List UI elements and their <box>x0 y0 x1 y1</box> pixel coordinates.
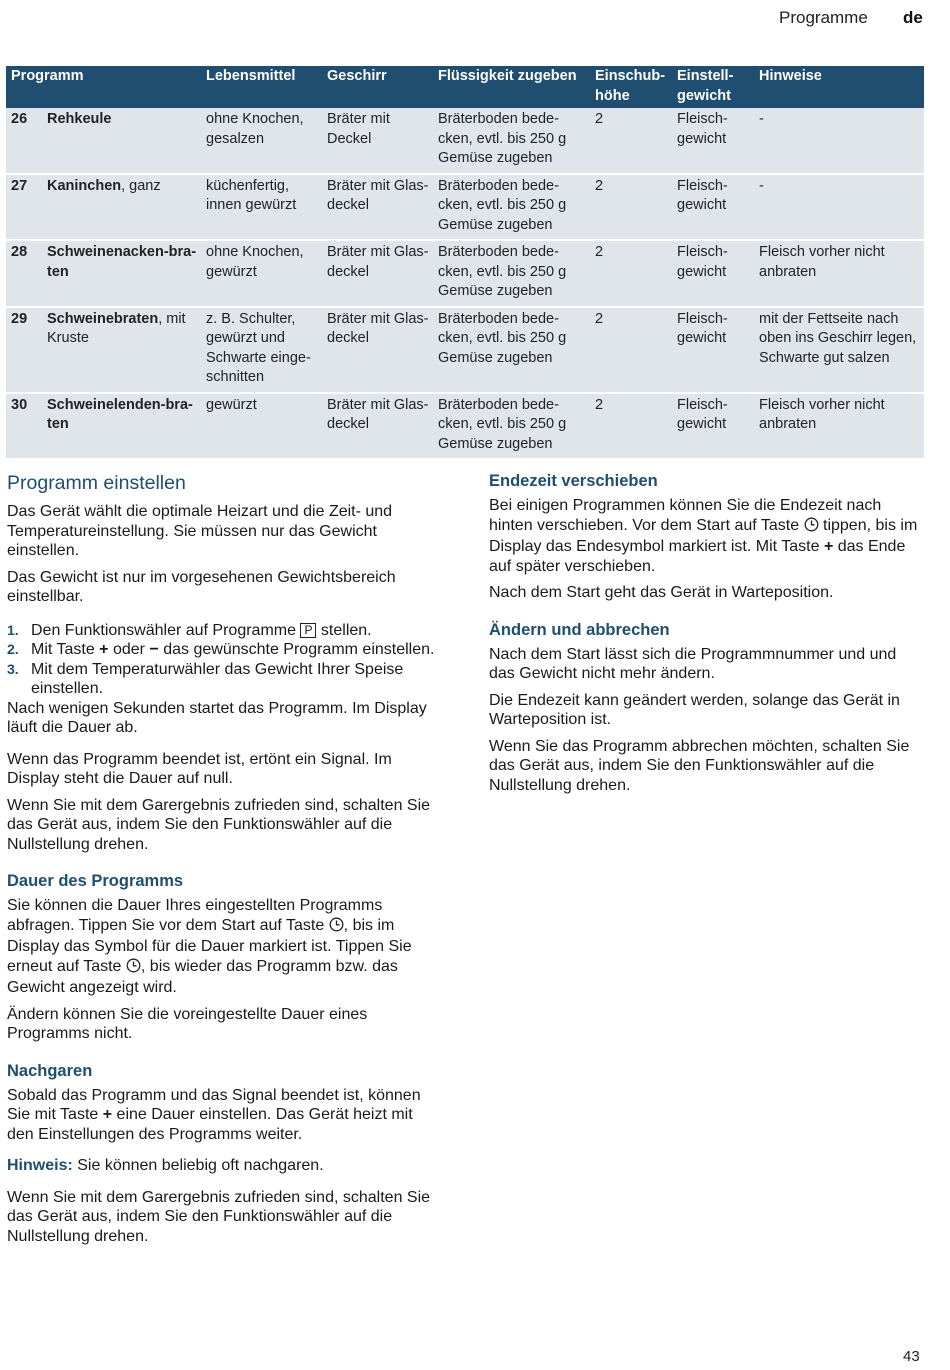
paragraph: Nach wenigen Sekunden startet das Programm. Im Display läuft die Dauer ab. <box>7 699 427 736</box>
cell-lebensmittel: z. B. Schulter, gewürzt und Schwarte einge-schnitten <box>201 307 322 393</box>
cell-hinweise: - <box>754 174 924 241</box>
paragraph: Wenn Sie mit dem Garergebnis zufrieden sind, schalten Sie das Gerät aus, indem Sie den Funktionswähler auf die Nullstellung drehen. <box>7 796 431 853</box>
paragraph: Das Gerät wählt die optimale Heizart und die Zeit- und Temperatureinstellung. Sie müssen nur das Gewicht einstellen. <box>7 503 393 559</box>
cell-hinweise: - <box>754 108 924 174</box>
header-language: de <box>903 8 923 27</box>
cell-fluessigkeit: Bräterboden bede-cken, evtl. bis 250 g Gemüse zugeben <box>433 174 590 241</box>
col-header-geschirr: Geschirr <box>322 66 433 108</box>
cell-gewicht: Fleisch-gewicht <box>672 307 754 393</box>
paragraph: Wenn das Programm beendet ist, ertönt ein Signal. Im Display steht die Dauer auf null. <box>7 750 392 787</box>
cell-lebensmittel: küchenfertig, innen gewürzt <box>201 174 322 241</box>
cell-geschirr: Bräter mit Glas-deckel <box>322 393 433 459</box>
minus-key-icon: − <box>149 641 159 658</box>
table-row <box>6 240 924 307</box>
cell-lebensmittel: ohne Knochen, gesalzen <box>201 108 322 174</box>
col-header-lebensmittel: Lebensmittel <box>201 66 322 108</box>
clock-icon <box>329 917 344 938</box>
cell-einschub: 2 <box>590 240 672 307</box>
cell-geschirr: Bräter mit Glas-deckel <box>322 240 433 307</box>
col-header-fluessigkeit: Flüssigkeit zugeben <box>433 66 590 108</box>
cell-lebensmittel: ohne Knochen, gewürzt <box>201 240 322 307</box>
list-item: 1. Den Funktionswähler auf Programme P stellen. <box>7 621 372 639</box>
paragraph: Die Endezeit kann geändert werden, solange das Gerät in Warteposition ist. <box>489 691 900 728</box>
program-name: Schweinenacken-bra-ten <box>47 244 197 280</box>
table-row: 27 Kaninchen, ganz küchenfertig, innen gewürzt Bräter mit Glas-deckel Bräterboden bede-cken, evtl. bis 250 g Gemüse zugeben 2 Fleisch-gewicht - <box>6 174 924 241</box>
plus-key-icon: + <box>823 538 834 555</box>
program-number: 27 <box>11 177 28 194</box>
program-number: 30 <box>11 396 28 413</box>
cell-gewicht: Fleisch-gewicht <box>672 393 754 459</box>
col-header-einschubhoehe: Einschub- höhe <box>590 66 672 108</box>
cell-lebensmittel: gewürzt <box>201 393 322 459</box>
paragraph: Wenn Sie mit dem Garergebnis zufrieden sind, schalten Sie das Gerät aus, indem Sie den Funktionswähler auf die Nullstellung drehen. <box>7 1188 431 1245</box>
cell-geschirr: Bräter mit Glas-deckel <box>322 307 433 393</box>
cell-fluessigkeit: Bräterboden bede-cken, evtl. bis 250 g Gemüse zugeben <box>433 393 590 459</box>
paragraph: Wenn Sie das Programm abbrechen möchten, schalten Sie das Gerät aus, indem Sie den Funktionswähler auf die Nullstellung drehen. <box>489 737 910 794</box>
table-row: 29 Schweinebraten, mit Kruste z. B. Schulter, gewürzt und Schwarte einge-schnitten Bräter mit Glas-deckel Bräterboden bede-cken, evtl. bis 250 g Gemüse zugeben 2 Fleisch-gewicht mit der Fettseite nach oben ins Geschirr legen, Schwarte gut salzen <box>6 307 924 393</box>
program-name: Rehkeule <box>47 111 112 127</box>
program-p-key-icon: P <box>300 623 316 638</box>
list-item: 2. Mit Taste + oder − das gewünschte Programm einstellen. <box>7 641 435 658</box>
program-number: 28 <box>11 244 28 260</box>
cell-gewicht: Fleisch-gewicht <box>672 174 754 241</box>
paragraph: Sobald das Programm und das Signal beendet ist, können Sie mit Taste + eine Dauer einstellen. Das Gerät heizt mit den Einstellungen des Programms weiter. <box>7 1086 421 1143</box>
program-name: Schweinebraten <box>47 310 159 327</box>
right-column <box>489 470 921 802</box>
plus-key-icon: + <box>99 641 109 658</box>
clock-icon <box>126 958 141 979</box>
section-title-programm-einstellen: Programm einstellen <box>7 472 186 494</box>
header-section-label: Programme <box>779 8 868 27</box>
cell-hinweise: mit der Fettseite nach oben ins Geschirr legen, Schwarte gut salzen <box>754 307 924 393</box>
plus-key-icon: + <box>102 1106 113 1123</box>
section-title-nachgaren: Nachgaren <box>7 1061 93 1080</box>
section-title-dauer: Dauer des Programms <box>7 872 184 890</box>
program-number: 26 <box>11 111 28 127</box>
clock-icon <box>804 517 819 538</box>
cell-geschirr: Bräter mit Deckel <box>322 108 433 174</box>
steps-list <box>7 621 439 699</box>
program-name: Kaninchen <box>47 177 122 194</box>
cell-geschirr: Bräter mit Glas-deckel <box>322 174 433 241</box>
cell-fluessigkeit: Bräterboden bede-cken, evtl. bis 250 g Gemüse zugeben <box>433 108 590 174</box>
table-row <box>6 393 924 459</box>
cell-gewicht: Fleisch-gewicht <box>672 240 754 307</box>
paragraph: Nach dem Start geht das Gerät in Warteposition. <box>489 584 834 601</box>
cell-fluessigkeit: Bräterboden bede-cken, evtl. bis 250 g Gemüse zugeben <box>433 240 590 307</box>
cell-einschub: 2 <box>590 307 672 393</box>
table-row <box>6 108 924 174</box>
paragraph: Nach dem Start lässt sich die Programmnummer und und das Gewicht nicht mehr ändern. <box>489 645 897 682</box>
cell-einschub: 2 <box>590 393 672 459</box>
program-number: 29 <box>11 310 28 327</box>
paragraph: Sie können die Dauer Ihres eingestellten Programms abfragen. Tippen Sie vor dem Start auf Taste , bis im Display das Symbol für die Dauer markiert ist. Tippen Sie erneut auf Taste , bis wieder das Programm bzw. das Gewicht angezeigt wird. <box>7 897 412 996</box>
paragraph: Bei einigen Programmen können Sie die Endezeit nach hinten verschieben. Vor dem Start auf Taste tippen, bis im Display das Endesymbol markiert ist. Mit Taste + das Ende auf später verschieben. <box>489 497 918 575</box>
cell-gewicht: Fleisch-gewicht <box>672 108 754 174</box>
program-name: Schweinelenden-bra-ten <box>47 396 193 432</box>
col-header-programm: Programm <box>6 66 201 108</box>
cell-einschub: 2 <box>590 174 672 241</box>
paragraph: Das Gewicht ist nur im vorgesehenen Gewichtsbereich einstellbar. <box>7 568 396 605</box>
section-title-aendern: Ändern und abbrechen <box>489 620 670 639</box>
hinweis-note: Hinweis: Sie können beliebig oft nachgaren. <box>7 1157 324 1174</box>
left-column <box>7 470 439 1253</box>
cell-fluessigkeit: Bräterboden bede-cken, evtl. bis 250 g Gemüse zugeben <box>433 307 590 393</box>
cell-einschub: 2 <box>590 108 672 174</box>
paragraph: Ändern können Sie die voreingestellte Dauer eines Programms nicht. <box>7 1005 368 1042</box>
cell-hinweise: Fleisch vorher nicht anbraten <box>754 393 924 459</box>
program-table <box>6 66 924 458</box>
cell-hinweise: Fleisch vorher nicht anbraten <box>754 240 924 307</box>
table-header-row <box>6 66 924 108</box>
section-title-endezeit: Endezeit verschieben <box>489 472 658 490</box>
page-number: 43 <box>903 1348 920 1365</box>
list-item: 3. Mit dem Temperaturwähler das Gewicht Ihrer Speise einstellen. <box>7 660 404 697</box>
col-header-einstellgewicht: Einstell- gewicht <box>672 66 754 108</box>
col-header-hinweise: Hinweise <box>754 66 924 108</box>
